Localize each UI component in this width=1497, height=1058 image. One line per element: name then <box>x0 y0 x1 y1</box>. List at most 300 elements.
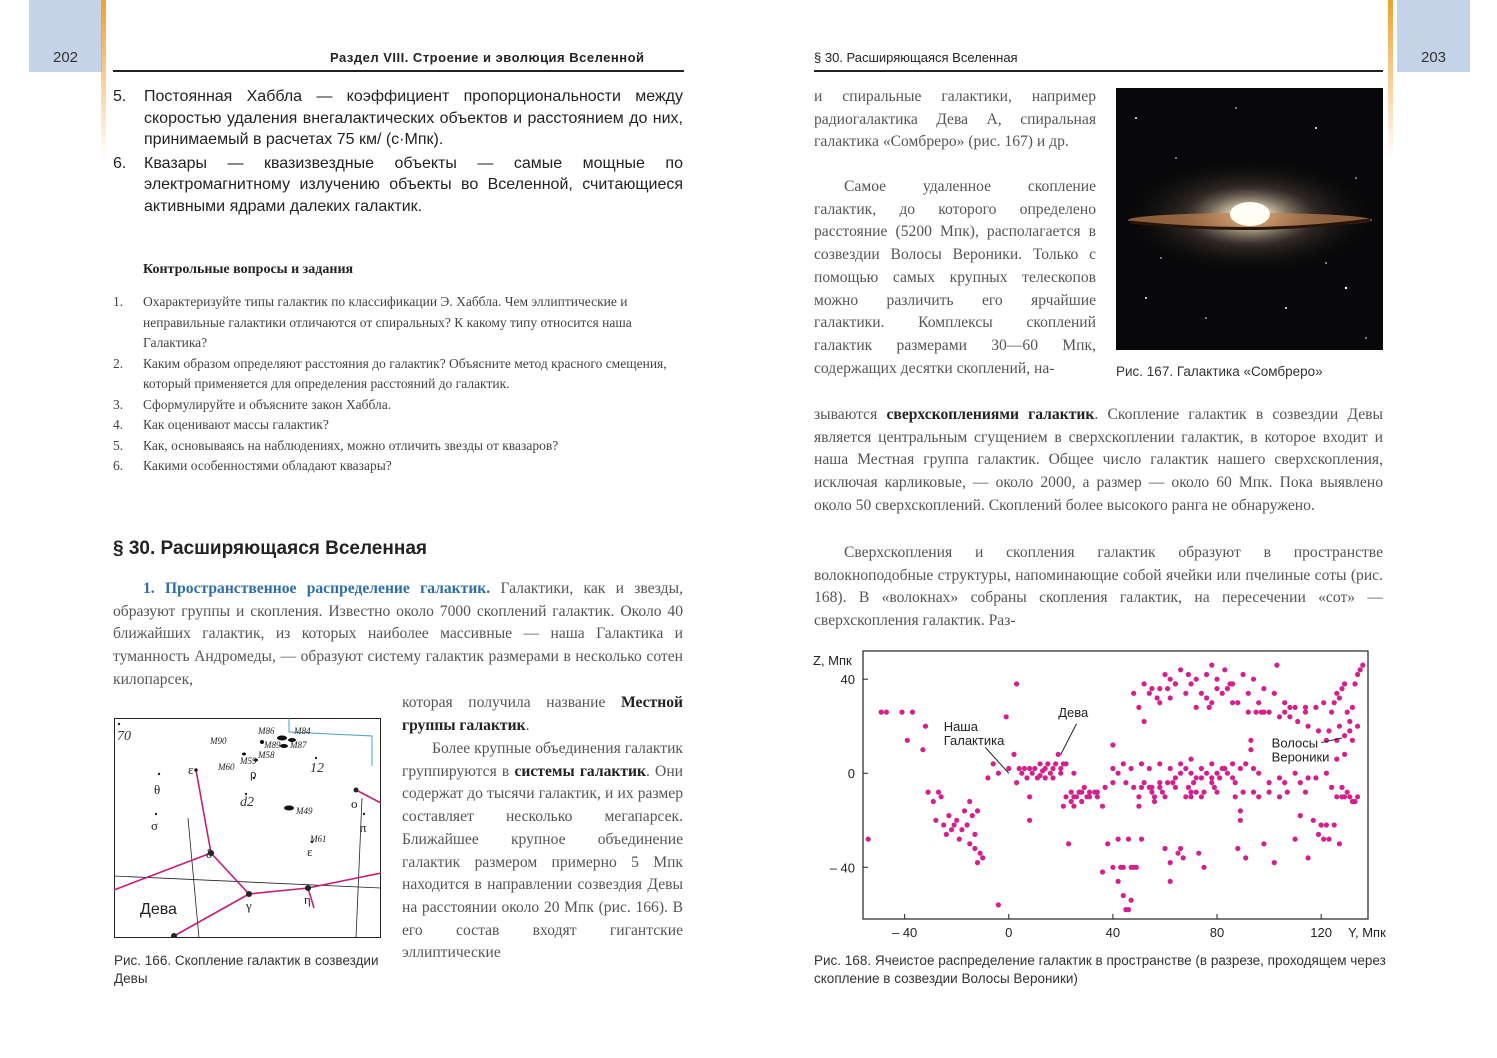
galaxy-point <box>1230 700 1235 705</box>
label-dec2: d2 <box>240 795 254 810</box>
label-delta: δ <box>206 846 213 861</box>
figure-167-caption: Рис. 167. Галактика «Сомбреро» <box>1116 364 1323 379</box>
galaxy-point <box>1030 771 1035 776</box>
galaxy-point <box>1214 790 1219 795</box>
galaxy-point <box>1285 790 1290 795</box>
galaxy-point <box>1165 780 1170 785</box>
galaxy-point <box>1347 728 1352 733</box>
galaxy-point <box>939 794 944 799</box>
galaxy-point <box>1168 677 1173 682</box>
galaxy-point <box>1209 700 1214 705</box>
galaxy-point <box>1103 785 1108 790</box>
galaxy-point <box>1342 794 1347 799</box>
galaxy-point <box>949 827 954 832</box>
galaxy-point <box>1071 804 1076 809</box>
galaxy-point <box>1334 691 1339 696</box>
galaxy-point <box>1017 766 1022 771</box>
galaxy-point <box>1178 667 1183 672</box>
star-pi <box>363 813 365 815</box>
galaxy-point <box>866 837 871 842</box>
galaxy-point <box>936 790 941 795</box>
annotation-virgo: Дева <box>1058 704 1089 720</box>
galaxy-point <box>1173 775 1178 780</box>
galaxy-point <box>905 738 910 743</box>
galaxy-point <box>1274 663 1279 668</box>
question-number: 2. <box>113 355 124 371</box>
term-superclusters: сверхскоплениями галактик <box>886 406 1095 423</box>
galaxy-point <box>1204 695 1209 700</box>
label-m86: M86 <box>258 726 275 736</box>
galaxy-point <box>1220 691 1225 696</box>
galaxy-point <box>1319 822 1324 827</box>
paragraph-d <box>814 542 1383 633</box>
galaxy-point <box>1043 775 1048 780</box>
galaxy-point <box>1183 794 1188 799</box>
galaxy-point <box>1152 799 1157 804</box>
question-number: 4. <box>113 417 124 432</box>
galaxy-point <box>1186 785 1191 790</box>
galaxy-point <box>1131 691 1136 696</box>
question-item <box>113 354 685 395</box>
galaxy-point <box>1212 785 1217 790</box>
galaxy-point <box>1157 700 1162 705</box>
galaxy-point <box>1178 761 1183 766</box>
galaxy-point <box>1100 869 1105 874</box>
galaxy-point <box>1186 672 1191 677</box>
galaxy-point <box>926 790 931 795</box>
galaxy-point <box>1306 775 1311 780</box>
section-title: § 30. Расширяющаяся Вселенная <box>113 538 427 559</box>
galaxy-point <box>1170 780 1175 785</box>
galaxy-point <box>1147 766 1152 771</box>
x-axis-label: Y, Мпк <box>1348 925 1386 940</box>
galaxy-point <box>1251 790 1256 795</box>
star-mark-70 <box>118 723 120 725</box>
question-item <box>113 415 685 436</box>
galaxy-point <box>1181 855 1186 860</box>
paragraph-text: Самое удаленное скопление галактик, до которого определено расстояние (5200 Мпк), располагается в созвездии Волосы Вероники. Только с помощью самых крупных телескопов можно различить его ярчайшие галактики. Комплексы скоплений галактик размерами 30—60 Мпк, содержащих десятки скоплений, на- <box>814 178 1096 377</box>
galaxy-point <box>970 813 975 818</box>
paragraph-2 <box>402 738 683 965</box>
galaxy-point <box>1222 667 1227 672</box>
galaxy-point <box>1337 841 1342 846</box>
label-omicron: ο <box>351 796 358 811</box>
y-tick-label: 40 <box>840 672 855 688</box>
galaxy-point <box>1321 700 1326 705</box>
sombrero-galaxy-image <box>1116 88 1383 350</box>
label-gamma: γ <box>246 898 252 913</box>
paragraph-a: и спиральные галактики, например радиогалактика Дева А, спиральная галактика «Сомбреро» (рис. 167) и др. <box>814 88 1096 151</box>
galaxy-point <box>1277 714 1282 719</box>
galaxy-point <box>1032 766 1037 771</box>
galaxy-point <box>1355 672 1360 677</box>
galaxy-point <box>1087 794 1092 799</box>
galaxy-point <box>1037 761 1042 766</box>
galaxy-point <box>1243 761 1248 766</box>
galaxy-point <box>1267 790 1272 795</box>
label-eps2: ε <box>307 844 313 859</box>
galaxy-point <box>1222 766 1227 771</box>
galaxy-point <box>1178 846 1183 851</box>
galaxy-point <box>1123 780 1128 785</box>
page-number-left: 202 <box>29 0 102 72</box>
page-accent-strip <box>1388 0 1393 160</box>
galaxy-point <box>1214 771 1219 776</box>
galaxy-point <box>899 710 904 715</box>
galaxy-point <box>1027 818 1032 823</box>
galaxy-point <box>1243 855 1248 860</box>
galaxy-point <box>1110 780 1115 785</box>
label-virgo: Дева <box>140 901 177 918</box>
galaxy-point <box>1267 710 1272 715</box>
galaxy-point <box>996 902 1001 907</box>
star-theta <box>158 773 160 775</box>
galaxy-point <box>1350 738 1355 743</box>
galaxy-point <box>1233 780 1238 785</box>
galaxy-point <box>910 710 915 715</box>
x-tick-label: 0 <box>1005 925 1013 940</box>
galaxy-point <box>978 851 983 856</box>
galaxy-point <box>1160 790 1165 795</box>
definition-number: 5. <box>113 88 127 105</box>
galaxy-point <box>1209 775 1214 780</box>
galaxy-point <box>1235 846 1240 851</box>
galaxy-point <box>1329 785 1334 790</box>
galaxy-point <box>1235 700 1240 705</box>
galaxy-point <box>1194 790 1199 795</box>
galaxy-point <box>1246 710 1251 715</box>
galaxy-point <box>879 710 884 715</box>
figure-166-caption: Рис. 166. Скопление галактик в созвездии Девы <box>114 953 379 986</box>
y-tick-label: 0 <box>847 766 855 782</box>
galaxy-bulge <box>1230 202 1270 226</box>
galaxy-point <box>1230 775 1235 780</box>
galaxy-point <box>1131 785 1136 790</box>
galaxy-point <box>1063 794 1068 799</box>
star-eta <box>305 885 311 891</box>
label-ra12: 12 <box>310 761 324 776</box>
galaxy-point <box>1256 700 1261 705</box>
galaxy-point <box>1334 794 1339 799</box>
definition-text: Квазары — квазизвездные объекты — самые мощные по электромагнитному излучению объекты во Вселенной, считающиеся активными ядрами далеких галактик. <box>144 154 683 215</box>
galaxy-point <box>967 799 972 804</box>
galaxy-point <box>1043 766 1048 771</box>
galaxy-point <box>1241 790 1246 795</box>
running-head-right: § 30. Расширяющаяся Вселенная <box>814 50 1018 65</box>
galaxy-point <box>1230 681 1235 686</box>
galaxy-point <box>959 827 964 832</box>
galaxy-point <box>1261 710 1266 715</box>
galaxy-point <box>1126 837 1131 842</box>
galaxy-point <box>991 761 996 766</box>
label-m87: M87 <box>290 740 307 750</box>
paragraph-1-continuation: которая получила название Местной группы галактик. <box>402 694 683 734</box>
galaxy-point <box>1313 775 1318 780</box>
subsection-title: 1. Пространственное распределение галактик. <box>143 580 491 597</box>
galaxy-point <box>1095 790 1100 795</box>
galaxy-point <box>1303 790 1308 795</box>
question-number: 5. <box>113 437 124 453</box>
galaxy-point <box>1352 799 1357 804</box>
galaxy-point <box>1199 794 1204 799</box>
galaxy-point <box>1095 794 1100 799</box>
galaxy-point <box>1110 766 1115 771</box>
label-rho: ρ <box>250 766 257 781</box>
galaxy-point <box>1188 681 1193 686</box>
galaxy-point <box>957 837 962 842</box>
galaxy-point <box>1303 705 1308 710</box>
galaxy-distribution-chart <box>808 645 1390 940</box>
galaxy-point <box>972 846 977 851</box>
galaxy-point <box>1162 672 1167 677</box>
galaxy-point <box>1014 780 1019 785</box>
galaxy-point <box>1324 771 1329 776</box>
galaxy-point <box>1147 691 1152 696</box>
galaxy-point <box>1342 681 1347 686</box>
galaxy-point <box>1142 681 1147 686</box>
galaxy-point <box>1209 780 1214 785</box>
definition-number: 6. <box>113 154 127 172</box>
galaxy-point <box>1298 813 1303 818</box>
galaxy-point <box>1209 663 1214 668</box>
paragraph-text: зываются <box>814 406 878 423</box>
galaxy-point <box>1071 771 1076 776</box>
label-m89: M89 <box>264 740 281 750</box>
galaxy-point <box>1121 893 1126 898</box>
question-item <box>113 395 685 416</box>
galaxy-point <box>1019 771 1024 776</box>
galaxy-point <box>1162 846 1167 851</box>
label-ra70: 70 <box>117 729 131 744</box>
galaxy-point <box>1332 700 1337 705</box>
galaxy-point <box>1282 710 1287 715</box>
virgo-cluster-map <box>114 718 381 938</box>
galaxy-point <box>884 710 889 715</box>
galaxy-point <box>1142 780 1147 785</box>
x-tick-label: – 40 <box>891 925 918 940</box>
galaxy-point <box>1074 794 1079 799</box>
galaxy-point <box>1014 681 1019 686</box>
galaxy-point <box>1037 773 1042 778</box>
galaxy-point <box>1324 822 1329 827</box>
definition-list <box>113 86 683 219</box>
galaxy-point <box>1238 808 1243 813</box>
galaxy-point <box>1358 667 1363 672</box>
galaxy-point <box>1188 757 1193 762</box>
galaxy-point <box>1355 724 1360 729</box>
galaxy-point <box>1267 780 1272 785</box>
question-number: 6. <box>113 458 124 473</box>
galaxy-point <box>1293 705 1298 710</box>
galaxy-point <box>1233 794 1238 799</box>
questions-list <box>113 292 685 477</box>
galaxy-point <box>972 832 977 837</box>
galaxy-point <box>1337 724 1342 729</box>
y-axis-label: Z, Мпк <box>813 653 852 668</box>
galaxy-point <box>1121 761 1126 766</box>
galaxy-point <box>1272 691 1277 696</box>
galaxy-point <box>944 832 949 837</box>
galaxy-point <box>1110 742 1115 747</box>
galaxy-point <box>1256 771 1261 776</box>
galaxy-point <box>1157 785 1162 790</box>
galaxy-point <box>933 818 938 823</box>
galaxy-point <box>1168 879 1173 884</box>
question-text: Сформулируйте и объясните закон Хаббла. <box>143 396 392 412</box>
galaxy-point <box>1332 822 1337 827</box>
galaxy-point <box>1173 785 1178 790</box>
galaxy-point <box>1188 794 1193 799</box>
galaxy-point <box>1326 728 1331 733</box>
galaxy-point <box>1183 766 1188 771</box>
galaxy-point <box>1261 686 1266 691</box>
galaxy-point <box>1248 747 1253 752</box>
galaxy-point <box>1337 695 1342 700</box>
question-number: 3. <box>113 396 124 412</box>
galaxy-point <box>1342 752 1347 757</box>
label-m49: M49 <box>296 806 313 816</box>
galaxy-point <box>1157 761 1162 766</box>
galaxy-point <box>1069 790 1074 795</box>
galaxy-point <box>1355 794 1360 799</box>
galaxy-point <box>975 808 980 813</box>
galaxy-point <box>1345 790 1350 795</box>
galaxy-point <box>1175 851 1180 856</box>
galaxy-point <box>1082 785 1087 790</box>
galaxy-point <box>1209 761 1214 766</box>
galaxy-point <box>1199 775 1204 780</box>
galaxy-point <box>1201 790 1206 795</box>
galaxy-point <box>1152 794 1157 799</box>
galaxy-point <box>1063 761 1068 766</box>
galaxy-point <box>1345 710 1350 715</box>
label-m59: M59 <box>240 756 257 766</box>
galaxy-point <box>1116 879 1121 884</box>
question-text: Как, основываясь на наблюдениях, можно отличить звезды от квазаров? <box>143 437 559 453</box>
question-text: Какими особенностями обладают квазары? <box>143 458 392 473</box>
galaxy-point <box>1100 804 1105 809</box>
label-sigma: σ <box>151 818 159 833</box>
galaxy-point <box>923 724 928 729</box>
y-tick-label: – 40 <box>829 860 855 876</box>
galaxy-point <box>1316 832 1321 837</box>
galaxy-point <box>952 822 957 827</box>
galaxy-point <box>1199 691 1204 696</box>
galaxy-point <box>1136 804 1141 809</box>
galaxy-point <box>1053 761 1058 766</box>
label-pi: π <box>360 820 367 835</box>
galaxy-point <box>1306 724 1311 729</box>
galaxy-point <box>1178 771 1183 776</box>
galaxy-point <box>1248 738 1253 743</box>
galaxy-point <box>1191 780 1196 785</box>
galaxy-point <box>1298 780 1303 785</box>
galaxy-point <box>1149 790 1154 795</box>
galaxy-point <box>1204 771 1209 776</box>
galaxy-point <box>1079 799 1084 804</box>
galaxy-point <box>1350 705 1355 710</box>
galaxy-point <box>1136 705 1141 710</box>
question-text: Каким образом определяют расстояния до галактик? Объясните метод красного смещения, который применяется для определения расстояний до галактик. <box>143 355 667 391</box>
galaxy-point <box>1303 710 1308 715</box>
galaxy-point <box>1217 775 1222 780</box>
galaxy-point <box>1116 771 1121 776</box>
galaxy-point <box>965 822 970 827</box>
galaxy-point <box>1048 771 1053 776</box>
galaxy-point <box>1069 799 1074 804</box>
galaxy-point <box>1277 794 1282 799</box>
galaxy-point <box>1204 672 1209 677</box>
term-local-group: Местной группы галактик <box>402 694 683 734</box>
galaxy-point <box>1155 695 1160 700</box>
paragraph-c <box>814 404 1383 518</box>
galaxy-point <box>1238 818 1243 823</box>
definition-text: Постоянная Хаббла — коэффициент пропорциональности между скоростью удаления внегалактических объектов и расстоянием до них, принимаемый в расчетах 75 км/ (с·Мпк). <box>144 88 683 148</box>
galaxy-point <box>1282 780 1287 785</box>
galaxy-point <box>1058 771 1063 776</box>
x-tick-label: 120 <box>1310 925 1332 940</box>
plot-frame <box>863 651 1368 919</box>
galaxy-point <box>1287 714 1292 719</box>
galaxy-point <box>962 808 967 813</box>
galaxy-point <box>1149 785 1154 790</box>
galaxy-point <box>1050 766 1055 771</box>
question-text: Как оценивают массы галактик? <box>143 417 329 432</box>
galaxy-point <box>1214 686 1219 691</box>
galaxy-point <box>985 775 990 780</box>
galaxy-point <box>1168 766 1173 771</box>
galaxy-point <box>1272 860 1277 865</box>
galaxy-point <box>1282 700 1287 705</box>
x-tick-label: 40 <box>1105 925 1121 940</box>
label-epsilon: ε <box>188 762 194 777</box>
galaxy-point <box>1256 794 1261 799</box>
galaxy-point <box>996 771 1001 776</box>
galaxy-point <box>1199 766 1204 771</box>
galaxy-point <box>1058 766 1063 771</box>
galaxy-point <box>1261 841 1266 846</box>
label-m60: M60 <box>218 762 235 772</box>
galaxy-point <box>1168 860 1173 865</box>
galaxy-point <box>1201 865 1206 870</box>
galaxy-point <box>967 841 972 846</box>
galaxy-point <box>1162 794 1167 799</box>
galaxy-point <box>1129 766 1134 771</box>
galaxy-point <box>1188 790 1193 795</box>
galaxy-point <box>1173 681 1178 686</box>
galaxy-point <box>1136 794 1141 799</box>
galaxy-point <box>1027 794 1032 799</box>
galaxy-point <box>1121 865 1126 870</box>
galaxy-point <box>1157 686 1162 691</box>
star-gamma <box>246 891 252 897</box>
galaxy-point <box>1066 841 1071 846</box>
galaxy-point <box>1024 775 1029 780</box>
galaxy-point <box>1168 695 1173 700</box>
question-text: Охарактеризуйте типы галактик по классификации Э. Хаббла. Чем эллиптические и неправильные галактики отличаются от спиральных? К какому типу относится наша Галактика? <box>143 294 632 350</box>
running-head-left: Раздел VIII. Строение и эволюция Вселенной <box>330 50 645 65</box>
galaxy-point <box>1157 780 1162 785</box>
questions-heading: Контрольные вопросы и задания <box>143 262 354 277</box>
galaxy-point <box>1329 710 1334 715</box>
galaxy-point <box>1254 710 1259 715</box>
galaxy-point <box>1214 677 1219 682</box>
paragraph-b <box>814 176 1096 380</box>
galaxy-point <box>1188 771 1193 776</box>
paragraph-text: Сверхскопления и скопления галактик образуют в пространстве волокноподобные структуры, напоминающие собой ячейки или пчелиные соты (рис. 168). В «волокнах» собраны скопления галактик, на пересечении «сот» — сверхскопления галактик. Раз- <box>814 544 1383 630</box>
galaxy-point <box>1360 663 1365 668</box>
galaxy-point <box>1006 766 1011 771</box>
